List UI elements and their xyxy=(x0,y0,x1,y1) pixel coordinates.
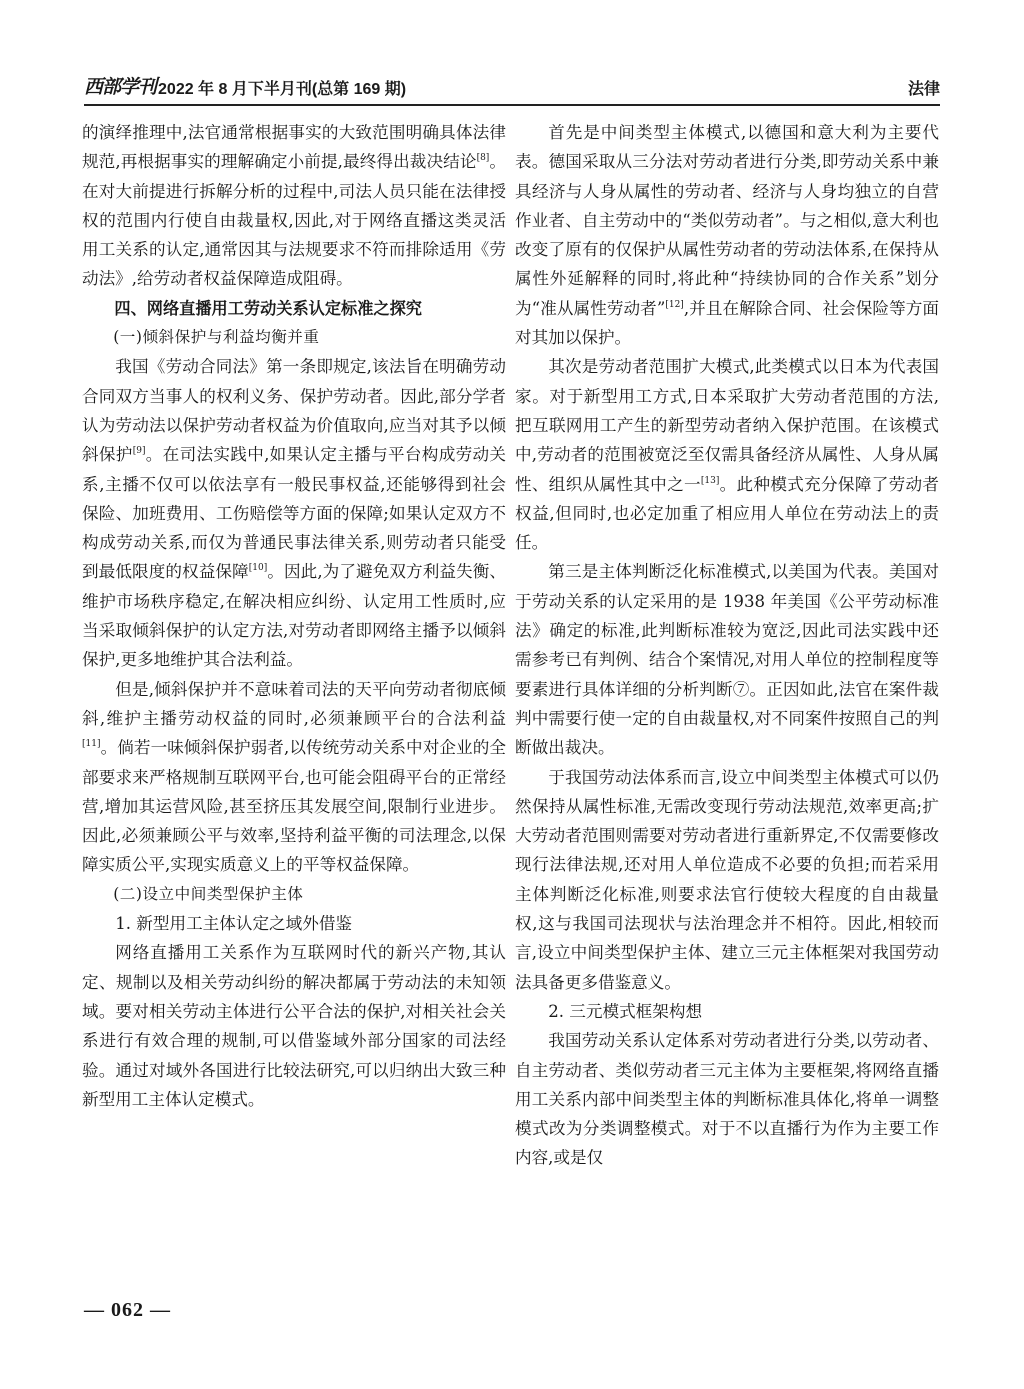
text-run: 我国《劳动合同法》第一条即规定,该法旨在明确劳动合同双方当事人的权利义务、保护劳动者。因此,部分学者认为劳动法以保护劳动者权益为价值取向,应当对其予以倾斜保护 xyxy=(82,357,506,465)
text-run: 2. 三元模式框架构想 xyxy=(548,1001,703,1021)
text-run: 但是,倾斜保护并不意味着司法的天平向劳动者彻底倾斜,维护主播劳动权益的同时,必须兼顾平台的合法利益 xyxy=(82,679,506,728)
text-run: ,并且在解除合同、社会保险等方面对其加以保护。 xyxy=(515,298,939,348)
text-run: 首先是中间类型主体模式,以德国和意大利为主要代表。德国采取从三分法对劳动者进行分类,即劳动关系中兼具经济与人身从属性的劳动者、经济与人身均独立的自营作业者、自主劳动中的“类似劳动者”。与之相似,意大利也改变了原有的仅保护从属性劳动者的劳动法体系,在保持从属性外延解释的同时,将此种“持续协同的合作关系”划分为“准从属性劳动者” xyxy=(515,123,939,318)
text-run: 四、网络直播用工劳动关系认定标准之探究 xyxy=(114,298,422,318)
numbered-heading xyxy=(515,997,939,1026)
right-column xyxy=(515,118,939,1173)
text-run: 网络直播用工关系作为互联网时代的新兴产物,其认定、规制以及相关劳动纠纷的解决都属于劳动法的未知领域。要对相关劳动主体进行公平合法的保护,对相关社会关系进行有效合理的规制,可以借鉴域外部分国家的司法经验。通过对域外各国进行比较法研究,可以归纳出大致三种新型用工主体认定模式。 xyxy=(82,943,506,1109)
paragraph xyxy=(515,118,939,352)
text-run: 我国劳动关系认定体系对劳动者进行分类,以劳动者、自主劳动者、类似劳动者三元主体为主要框架,将网络直播用工关系内部中间类型主体的判断标准具体化,将单一调整模式改为分类调整模式。对于不以直播行为作为主要工作内容,或是仅 xyxy=(515,1031,939,1168)
running-header xyxy=(84,72,940,106)
text-run: 。因此,为了避免双方利益失衡、维护市场秩序稳定,在解决相应纠纷、认定用工性质时,应当采取倾斜保护的认定方法,对劳动者即网络主播予以倾斜保护,更多地维护其合法利益。 xyxy=(82,562,506,670)
text-run: 第三是主体判断泛化标准模式,以美国为代表。美国对于劳动关系的认定采用的是 1938 年美国《公平劳动标准法》确定的标准,此判断标准较为宽泛,因此司法实践中还需参考已有判例、结合个案情况,对用人单位的控制程度等要素进行具体详细的分析判断⑦。正因如此,法官在案件裁判中需要行使一定的自由裁量权,对不同案件按照自己的判断做出裁决。 xyxy=(515,562,939,758)
text-run: 的演绎推理中,法官通常根据事实的大致范围明确具体法律规范,再根据事实的理解确定小前提,最终得出裁决结论 xyxy=(82,123,506,172)
page-number: — 062 — xyxy=(84,1299,171,1321)
text-run: 1. 新型用工主体认定之域外借鉴 xyxy=(115,914,353,934)
paragraph xyxy=(515,352,939,557)
section-label: 法律 xyxy=(907,81,940,98)
text-run: 于我国劳动法体系而言,设立中间类型主体模式可以仍然保持从属性标准,无需改变现行劳动法规范,效率更高;扩大劳动者范围则需要对劳动者进行重新界定,不仅需要修改现行法律法规,还对用人单位造成不必要的负担;而若采用主体判断泛化标准,则要求法官行使较大程度的自由裁量权,这与我国司法现状与法治理念并不相符。因此,相较而言,设立中间类型保护主体、建立三元主体框架对我国劳动法具备更多借鉴意义。 xyxy=(515,767,939,992)
paragraph xyxy=(515,557,939,762)
issue-info: 2022 年 8 月下半月刊(总第 169 期) xyxy=(158,81,407,98)
header-left xyxy=(84,72,406,99)
paragraph xyxy=(82,675,506,880)
paragraph xyxy=(82,352,506,674)
citation-ref: [10] xyxy=(248,563,268,574)
paragraph xyxy=(515,1026,939,1172)
section-heading xyxy=(82,294,506,323)
paragraph xyxy=(82,118,506,294)
text-run: (一)倾斜保护与利益均衡并重 xyxy=(113,328,320,347)
citation-ref: [12] xyxy=(665,299,684,310)
subsection-heading xyxy=(82,323,506,352)
citation-ref: [11] xyxy=(82,739,101,750)
left-column xyxy=(82,118,506,1114)
citation-ref: [8] xyxy=(476,153,490,164)
paragraph xyxy=(82,938,506,1114)
citation-ref: [13] xyxy=(700,475,720,486)
numbered-heading xyxy=(82,909,506,938)
paragraph xyxy=(515,763,939,997)
text-run: 。在对大前提进行拆解分析的过程中,司法人员只能在法律授权的范围内行使自由裁量权,因此,对于网络直播这类灵活用工关系的认定,通常因其与法规要求不符而排除适用《劳动法》,给劳动者权益保障造成阻碍。 xyxy=(82,152,506,289)
subsection-heading xyxy=(82,880,506,909)
journal-logo: 西部学刊 xyxy=(84,76,157,98)
text-run: 。此种模式充分保障了劳动者权益,但同时,也必定加重了相应用人单位在劳动法上的责任。 xyxy=(515,474,940,553)
text-run: 其次是劳动者范围扩大模式,此类模式以日本为代表国家。对于新型用工方式,日本采取扩大劳动者范围的方法,把互联网用工产生的新型劳动者纳入保护范围。在该模式中,劳动者的范围被宽泛至仅需具备经济从属性、人身从属性、组织从属性其中之一 xyxy=(515,357,939,494)
citation-ref: [9] xyxy=(132,446,146,457)
text-run: (二)设立中间类型保护主体 xyxy=(113,884,304,903)
text-run: 。倘若一味倾斜保护弱者,以传统劳动关系中对企业的全部要求来严格规制互联网平台,也可能会阻碍平台的正常经营,增加其运营风险,甚至挤压其发展空间,限制行业进步。因此,必须兼顾公平与效率,坚持利益平衡的司法理念,以保障实质公平,实现实质意义上的平等权益保障。 xyxy=(82,738,506,875)
text-run: 。在司法实践中,如果认定主播与平台构成劳动关系,主播不仅可以依法享有一般民事权益,还能够得到社会保险、加班费用、工伤赔偿等方面的保障;如果认定双方不构成劳动关系,而仅为普通民事法律关系,则劳动者只能受到最低限度的权益保障 xyxy=(82,445,507,582)
